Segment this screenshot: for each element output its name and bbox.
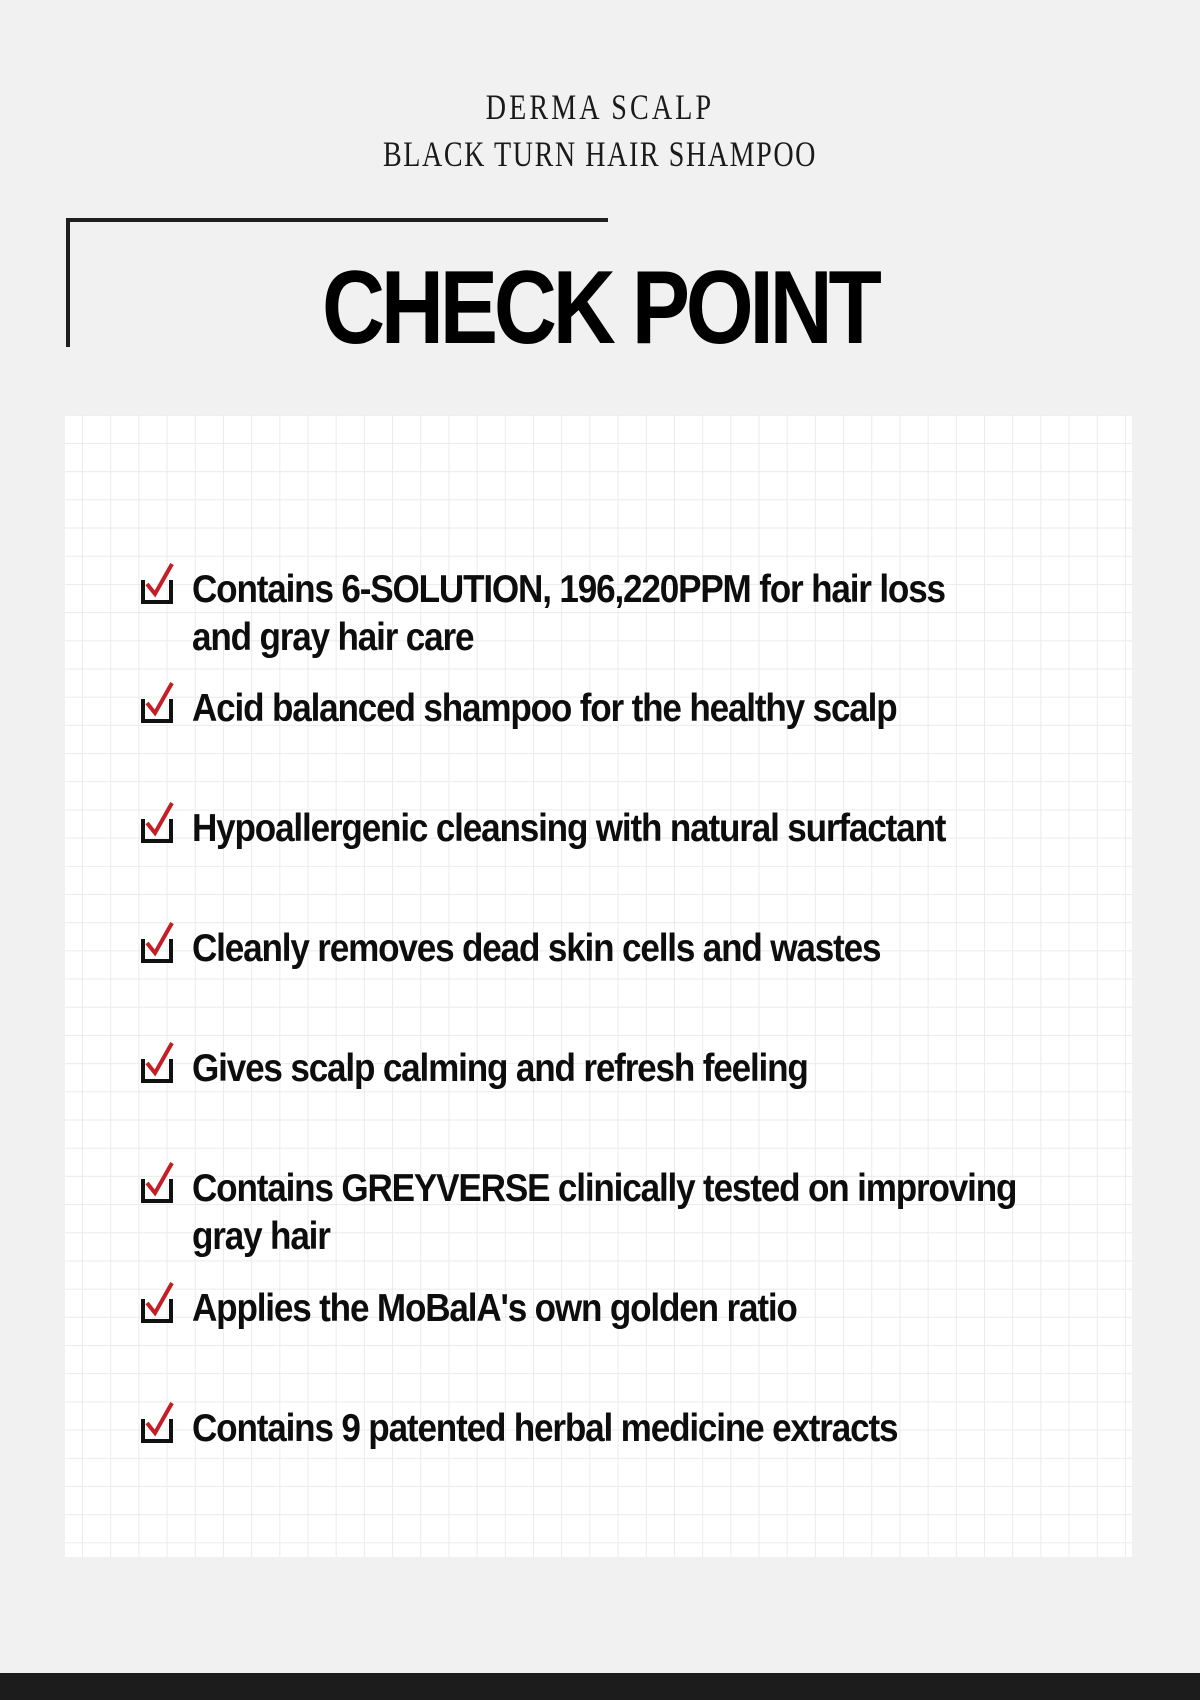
brand-name: DERMA SCALP [485, 87, 715, 127]
checked-box-icon [141, 572, 173, 604]
checklist-item-text: Applies the MoBalA's own golden ratio [192, 1287, 797, 1330]
checklist-item-text: Contains 9 patented herbal medicine extracts [192, 1407, 898, 1450]
page-title: CHECK POINT [322, 250, 878, 366]
checklist-item-text: Gives scalp calming and refresh feeling [192, 1047, 808, 1090]
footer-band [0, 1673, 1200, 1700]
checked-box-icon [141, 811, 173, 843]
checked-box-icon [141, 931, 173, 963]
checklist-item-text: Hypoallergenic cleansing with natural surfactant [192, 807, 946, 850]
checked-box-icon [141, 1291, 173, 1323]
checklist-item-text: Cleanly removes dead skin cells and wastes [192, 927, 881, 970]
checked-box-icon [141, 1411, 173, 1443]
checklist-item-text: Contains GREYVERSE clinically tested on improving gray hair [192, 1167, 1017, 1258]
checked-box-icon [141, 1171, 173, 1203]
checklist-item-text: Acid balanced shampoo for the healthy scalp [192, 687, 897, 730]
checklist-item-text: Contains 6-SOLUTION, 196,220PPM for hair loss and gray hair care [192, 568, 945, 659]
product-name: BLACK TURN HAIR SHAMPOO [383, 134, 817, 174]
checked-box-icon [141, 1051, 173, 1083]
checked-box-icon [141, 691, 173, 723]
